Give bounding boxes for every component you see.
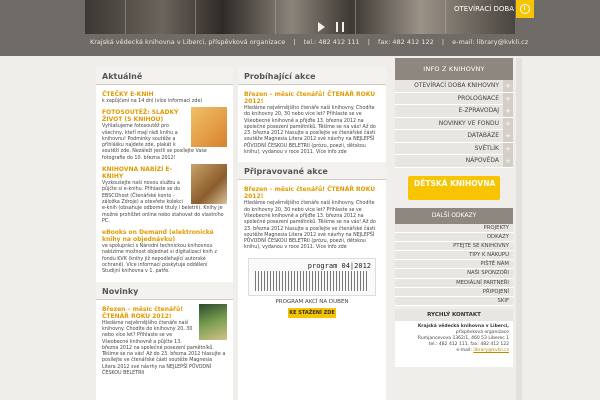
news-panel-title: Aktuálně: [96, 67, 233, 85]
sidebar-item-label: DATABÁZE: [467, 132, 499, 139]
news-list: [96, 85, 233, 278]
news-column: [96, 67, 233, 400]
contact-line: tel.: 482 412 111, fax: 482 412 122: [428, 342, 509, 348]
plus-icon: +: [503, 93, 513, 105]
sidebar-rail: [516, 58, 522, 400]
plus-icon: +: [503, 130, 513, 142]
opening-hours-link[interactable]: OTEVÍRACÍ DOBA: [454, 5, 514, 13]
ongoing-events-title: Probíhající akce: [238, 67, 386, 85]
news-thumbnail[interactable]: [191, 164, 227, 204]
tagline-sep: |: [441, 38, 445, 46]
news-text: ve spolupráci s Národní technickou knihovnou nabízíme možnost objednat si digitalizaci knih z fondu KVK (knihy již nepodléhající autorské ochraně). Více informací poskytuje oddělení Studijní knihovna v 1. patře.: [102, 244, 217, 275]
download-button[interactable]: KE STAŽENÍ ZDE: [289, 309, 335, 316]
tagline-sep: |: [367, 38, 370, 46]
sidebar-item-new-items[interactable]: [395, 118, 513, 131]
upcoming-events-title: Připravované akce: [238, 162, 386, 180]
kids-library-banner[interactable]: [408, 176, 500, 200]
plus-icon: +: [503, 143, 513, 155]
novinky-panel-title: Novinky: [96, 282, 233, 300]
link-purchase-tips[interactable]: TIPY K NÁKUPU: [395, 251, 513, 260]
news-text: Vyhlašujeme fotosoutěž pro všechny, kteří mají rádi knihu a knihovnu! Podmínky soutěže a přihlášku najdete zde, plakát k soutěži zde. Nezáleží jestli se posílejte Vaše fotografie do 10. března 2012!: [102, 124, 207, 161]
news-thumbnail[interactable]: [191, 107, 227, 147]
tagline-phone: tel.: 482 412 111: [303, 38, 360, 46]
contact-email-link[interactable]: library@kvkli.cz: [473, 348, 509, 354]
news-title[interactable]: Březen – měsíc čtenářů! ČTENÁŘ ROKU 2012!: [102, 305, 183, 320]
program-image[interactable]: [248, 258, 376, 296]
news-title[interactable]: eBooks on Demand (elektronické knihy na objednávku): [102, 229, 214, 244]
link-ask-library[interactable]: PTEJTE SE KNIHOVNY: [395, 242, 513, 251]
news-text: Hledáme nejvěrnějšího čtenáře naší knihovny. Chodíte do knihovny 20, 30 nebo více let? Přihlaste se ve Všeobecné knihovně a půjčte 13. března 2012 na společné posezení pamětníků. Těšíme se na vás! Až do 23. března 2012 hlasujte a posílejte ve čtenářské části soutěže Magnesia Litera 2012 své návrhy na NEJLEPŠÍ PŮVODNÍ ČESKOU BELETRII: [102, 320, 226, 377]
pause-icon[interactable]: [336, 22, 344, 32]
kids-library-label: DĚTSKÁ KNIHOVNA: [414, 178, 496, 188]
sidebar-item-label: SVĚTLÍK: [474, 144, 499, 152]
novinky-list: [96, 300, 233, 380]
events-column: [238, 67, 386, 400]
event-title[interactable]: Březen – měsíc čtenářů! ČTENÁŘ ROKU 2012!: [244, 91, 376, 105]
links-panel-title: DALŠÍ ODKAZY: [395, 208, 513, 224]
news-title[interactable]: ČTEČKY E-KNIH: [102, 91, 154, 98]
program-image-decoration: [255, 271, 369, 291]
book-cover-thumbnail[interactable]: [199, 304, 227, 340]
sidebar-item-label: NOVINKY VE FONDU: [438, 119, 499, 127]
program-label: program 04|2012: [307, 261, 371, 270]
program-caption: PROGRAM AKCÍ NA DUBEN: [275, 298, 349, 305]
event-text: Hledáme nejvěrnějšího čtenáře naší knihovny. Chodíte do knihovny 20, 30 nebo více let? Přihlaste se ve Všeobecné knihovně a přijďte 13. března 2012 na společné posezení pamětníků. Těšíme se na vás! Až do 23. března 2012 hlasujte a posílejte ve čtenářské části soutěže Magnesia Litera 2012 své návrhy na NEJLEPŠÍ PŮVODNÍ ČESKOU BELETRII (prózu, poezii, dětskou knihu), vydanou v roce 2011. Více info zde: [244, 106, 376, 156]
link-sponsors[interactable]: NAŠI SPONZOŘI: [395, 269, 513, 278]
sidebar-item-label: NÁPOVĚDA: [465, 157, 499, 164]
sidebar-item-label: PROLOGNACE: [457, 94, 499, 102]
event-text: Hledáme nejvěrnějšího čtenáře naší knihovny. Chodíte do knihovny 20, 30 nebo více let? Přihlaste se ve Všeobecné knihovně a přijďte 13. března 2012 na společné posezení pamětníků. Těšíme se na vás! Až do 23. března 2012 hlasujte a posílejte ve čtenářské části soutěže Magnesia Litera 2012 své návrhy na NEJLEPŠÍ PŮVODNÍ ČESKOU BELETRII (prózu, poezii, dětskou knihu), vydanou v roce 2011. Více info zde: [244, 201, 376, 251]
event-title[interactable]: Březen – měsíc čtenářů! ČTENÁŘ ROKU 2012!: [244, 186, 376, 201]
sidebar-item-help[interactable]: [395, 155, 513, 168]
sidebar-item-label: OTEVÍRACÍ DOBA KNIHOVNY: [414, 82, 499, 89]
contact-info: [395, 321, 513, 367]
play-icon[interactable]: [318, 22, 325, 32]
clock-icon[interactable]: [516, 0, 534, 18]
plus-icon: +: [503, 80, 513, 92]
news-title[interactable]: FOTOSOUTĚŽ: SLADKÝ ŽIVOT (S KNIHOU): [102, 109, 179, 124]
news-text: Vyzkoušejte naši novou službu a půjčte si e-knihu. Přihlaste se do EBSCOhost (Čtenářské konto - záložka Zdroje) a otevřete kolekci e-knih (obsahuje odborné tituly i beletrii). Knihy je možné prohlížet online nebo stahovat do vlastního PC.: [102, 181, 224, 224]
upcoming-events-list: [238, 180, 386, 253]
header: [0, 0, 600, 56]
header-tagline: [90, 38, 590, 46]
contact-line: Rumjancevova 1362/1, 460 53 Liberec 1: [417, 336, 509, 342]
contact-panel-title: RYCHLÝ KONTAKT: [395, 309, 513, 321]
sidebar-item-label: E-ZPRAVODAJ: [458, 107, 499, 114]
link-links[interactable]: ODKAZY: [395, 233, 513, 242]
news-text: k zapůjčení na 14 dní (více informací zde): [102, 99, 203, 104]
plus-icon: +: [503, 105, 513, 117]
link-projects[interactable]: PROJEKTY: [395, 224, 513, 233]
plus-icon: +: [503, 155, 513, 167]
plus-icon: +: [503, 118, 513, 130]
tagline-org: Krajská vědecká knihovna v Liberci, příspěvková organizace: [90, 38, 286, 46]
sidebar: [395, 58, 513, 400]
tagline-sep: |: [293, 38, 296, 46]
sidebar-item-svetlik[interactable]: [395, 143, 513, 156]
link-connection[interactable]: PŘIPOJENÍ: [395, 288, 513, 297]
contact-line: příspěvková organizace: [455, 330, 509, 336]
link-media-partners[interactable]: MEDIÁLNÍ PARTNEŘI: [395, 279, 513, 288]
contact-org: Krajská vědecká knihovna v Liberci,: [417, 324, 509, 330]
sidebar-item-opening-hours[interactable]: [395, 80, 513, 93]
contact-email-label: e-mail:: [456, 348, 472, 354]
info-panel-title: INFO Z KNIHOVNY: [395, 58, 513, 80]
ongoing-events-list: [238, 85, 386, 158]
link-skif[interactable]: SKIF: [395, 297, 513, 306]
sidebar-item-newsletter[interactable]: [395, 105, 513, 118]
sidebar-item-databases[interactable]: [395, 130, 513, 143]
news-title[interactable]: KNIHOVNA NABÍZÍ E-KNIHY: [102, 166, 172, 181]
tagline-email[interactable]: e-mail: library@kvkli.cz: [452, 38, 529, 46]
sidebar-item-renewal[interactable]: [395, 93, 513, 106]
link-write-us[interactable]: PIŠTĚ NÁM: [395, 260, 513, 269]
tagline-fax: fax: 482 412 122: [378, 38, 434, 46]
